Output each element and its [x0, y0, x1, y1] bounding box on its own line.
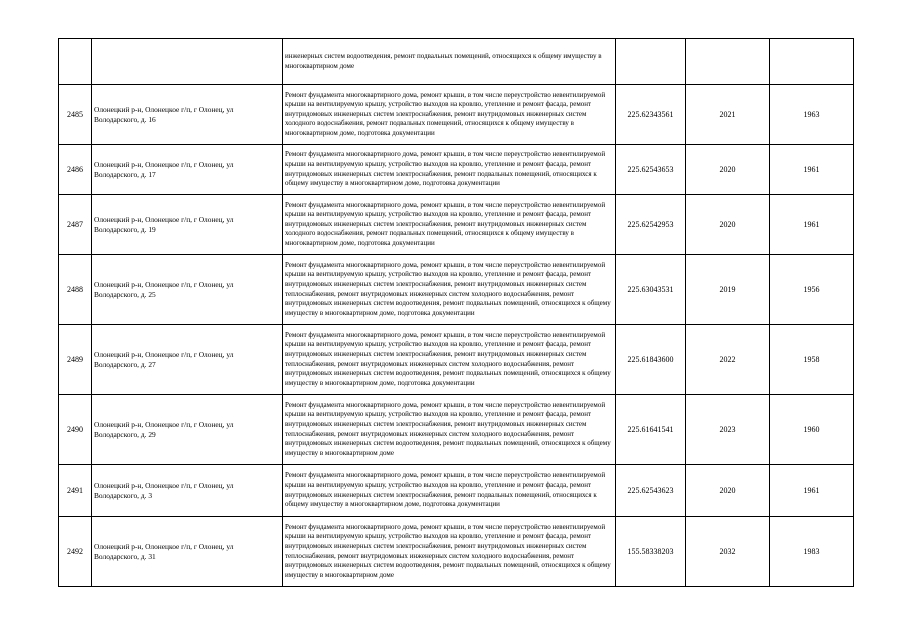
- table-row: [59, 145, 854, 195]
- row-number: 2488: [59, 255, 92, 325]
- works-text: Ремонт фундамента многоквартирного дома, ремонт крыши, в том числе переустройство невентилируемой крыши на вентилируемую крышу, устройство выходов на кровлю, утепление и ремонт фасада, ремонт внутридомовых инженерных систем электроснабжения, ремонт внутридомовых инженерных систем теплоснабжения, ремонт внутридомовых инженерных систем холодного водоснабжения, ремонт внутридомовых инженерных систем водоотведения, ремонт подвальных помещений, относящихся к общему имуществу в многоквартирном доме: [285, 522, 611, 579]
- row-built-year: 1961: [770, 145, 854, 195]
- row-repair-year: 2022: [686, 325, 770, 395]
- table-row: [59, 395, 854, 465]
- row-number: 2492: [59, 517, 92, 587]
- capital-repair-table: [58, 38, 854, 587]
- row-cost: 225.61641541: [616, 395, 686, 465]
- table-row: [59, 465, 854, 517]
- row-works: [283, 325, 616, 395]
- row-cost: [616, 39, 686, 85]
- row-address: Олонецкий р-н, Олонецкое г/п, г Олонец, ул Володарского, д. 3: [92, 465, 283, 517]
- row-address: Олонецкий р-н, Олонецкое г/п, г Олонец, ул Володарского, д. 17: [92, 145, 283, 195]
- table-row: [59, 195, 854, 255]
- row-number: 2487: [59, 195, 92, 255]
- row-built-year: 1960: [770, 395, 854, 465]
- row-works: [283, 395, 616, 465]
- row-address: Олонецкий р-н, Олонецкое г/п, г Олонец, ул Володарского, д. 31: [92, 517, 283, 587]
- works-text: Ремонт фундамента многоквартирного дома, ремонт крыши, в том числе переустройство невентилируемой крыши на вентилируемую крышу, устройство выходов на кровлю, утепление и ремонт фасада, ремонт внутридомовых инженерных систем электроснабжения, ремонт внутридомовых инженерных систем холодного водоснабжения, ремонт подвальных помещений, относящихся к общему имуществу в многоквартирном доме, подготовка документации: [285, 200, 606, 247]
- row-address: [92, 39, 283, 85]
- row-built-year: 1958: [770, 325, 854, 395]
- row-number: 2491: [59, 465, 92, 517]
- row-works: [283, 85, 616, 145]
- row-repair-year: 2020: [686, 145, 770, 195]
- row-works: [283, 465, 616, 517]
- table-row: [59, 39, 854, 85]
- row-works: [283, 39, 616, 85]
- row-cost: 225.62542953: [616, 195, 686, 255]
- row-works: [283, 195, 616, 255]
- works-text: Ремонт фундамента многоквартирного дома, ремонт крыши, в том числе переустройство невентилируемой крыши на вентилируемую крышу, устройство выходов на кровлю, утепление и ремонт фасада, ремонт внутридомовых инженерных систем электроснабжения, ремонт внутридомовых инженерных систем теплоснабжения, ремонт внутридомовых инженерных систем холодного водоснабжения, ремонт внутридомовых инженерных систем водоотведения, ремонт подвальных помещений, относящихся к общему имуществу в многоквартирном доме, подготовка документации: [285, 330, 611, 387]
- table-row: [59, 255, 854, 325]
- row-repair-year: 2019: [686, 255, 770, 325]
- table-row: [59, 85, 854, 145]
- row-number: 2489: [59, 325, 92, 395]
- row-repair-year: 2032: [686, 517, 770, 587]
- works-text: Ремонт фундамента многоквартирного дома, ремонт крыши, в том числе переустройство невентилируемой крыши на вентилируемую крышу, устройство выходов на кровлю, утепление и ремонт фасада, ремонт внутридомовых инженерных систем электроснабжения, ремонт внутридомовых инженерных систем теплоснабжения, ремонт внутридомовых инженерных систем холодного водоснабжения, ремонт внутридомовых инженерных систем водоотведения, ремонт подвальных помещений, относящихся к общему имуществу в многоквартирном доме: [285, 400, 611, 457]
- row-works: [283, 255, 616, 325]
- row-cost: 225.62343561: [616, 85, 686, 145]
- row-cost: 225.62543623: [616, 465, 686, 517]
- table-row: [59, 325, 854, 395]
- row-built-year: 1963: [770, 85, 854, 145]
- works-text: инженерных систем водоотведения, ремонт подвальных помещений, относящихся к общему имуществу в многоквартирном доме: [285, 51, 602, 70]
- row-address: Олонецкий р-н, Олонецкое г/п, г Олонец, ул Володарского, д. 19: [92, 195, 283, 255]
- row-cost: 225.62543653: [616, 145, 686, 195]
- row-address: Олонецкий р-н, Олонецкое г/п, г Олонец, ул Володарского, д. 27: [92, 325, 283, 395]
- row-repair-year: 2020: [686, 195, 770, 255]
- row-address: Олонецкий р-н, Олонецкое г/п, г Олонец, ул Володарского, д. 29: [92, 395, 283, 465]
- row-address: Олонецкий р-н, Олонецкое г/п, г Олонец, ул Володарского, д. 16: [92, 85, 283, 145]
- row-works: [283, 145, 616, 195]
- row-built-year: 1956: [770, 255, 854, 325]
- works-text: Ремонт фундамента многоквартирного дома, ремонт крыши, в том числе переустройство невентилируемой крыши на вентилируемую крышу, устройство выходов на кровлю, утепление и ремонт фасада, ремонт внутридомовых инженерных систем электроснабжения, ремонт внутридомовых инженерных систем теплоснабжения, ремонт внутридомовых инженерных систем холодного водоснабжения, ремонт внутридомовых инженерных систем водоотведения, ремонт подвальных помещений, относящихся к общему имуществу в многоквартирном доме, подготовка документации: [285, 260, 611, 317]
- works-text: Ремонт фундамента многоквартирного дома, ремонт крыши, в том числе переустройство невентилируемой крыши на вентилируемую крышу, устройство выходов на кровлю, утепление и ремонт фасада, ремонт внутридомовых инженерных систем электроснабжения, ремонт подвальных помещений, относящихся к общему имуществу в многоквартирном доме, подготовка документации: [285, 471, 606, 509]
- row-cost: 155.58338203: [616, 517, 686, 587]
- row-built-year: 1961: [770, 195, 854, 255]
- row-built-year: 1983: [770, 517, 854, 587]
- row-number: 2490: [59, 395, 92, 465]
- row-repair-year: 2023: [686, 395, 770, 465]
- row-repair-year: 2020: [686, 465, 770, 517]
- row-repair-year: [686, 39, 770, 85]
- row-repair-year: 2021: [686, 85, 770, 145]
- works-text: Ремонт фундамента многоквартирного дома, ремонт крыши, в том числе переустройство невентилируемой крыши на вентилируемую крышу, устройство выходов на кровлю, утепление и ремонт фасада, ремонт внутридомовых инженерных систем электроснабжения, ремонт внутридомовых инженерных систем холодного водоснабжения, ремонт подвальных помещений, относящихся к общему имуществу в многоквартирном доме, подготовка документации: [285, 90, 606, 137]
- row-number: 2485: [59, 85, 92, 145]
- row-cost: 225.63043531: [616, 255, 686, 325]
- row-built-year: 1961: [770, 465, 854, 517]
- table-row: [59, 517, 854, 587]
- row-works: [283, 517, 616, 587]
- row-number: 2486: [59, 145, 92, 195]
- works-text: Ремонт фундамента многоквартирного дома, ремонт крыши, в том числе переустройство невентилируемой крыши на вентилируемую крышу, устройство выходов на кровлю, утепление и ремонт фасада, ремонт внутридомовых инженерных систем электроснабжения, ремонт подвальных помещений, относящихся к общему имуществу в многоквартирном доме, подготовка документации: [285, 150, 606, 188]
- row-cost: 225.61843600: [616, 325, 686, 395]
- row-built-year: [770, 39, 854, 85]
- row-number: [59, 39, 92, 85]
- row-address: Олонецкий р-н, Олонецкое г/п, г Олонец, ул Володарского, д. 25: [92, 255, 283, 325]
